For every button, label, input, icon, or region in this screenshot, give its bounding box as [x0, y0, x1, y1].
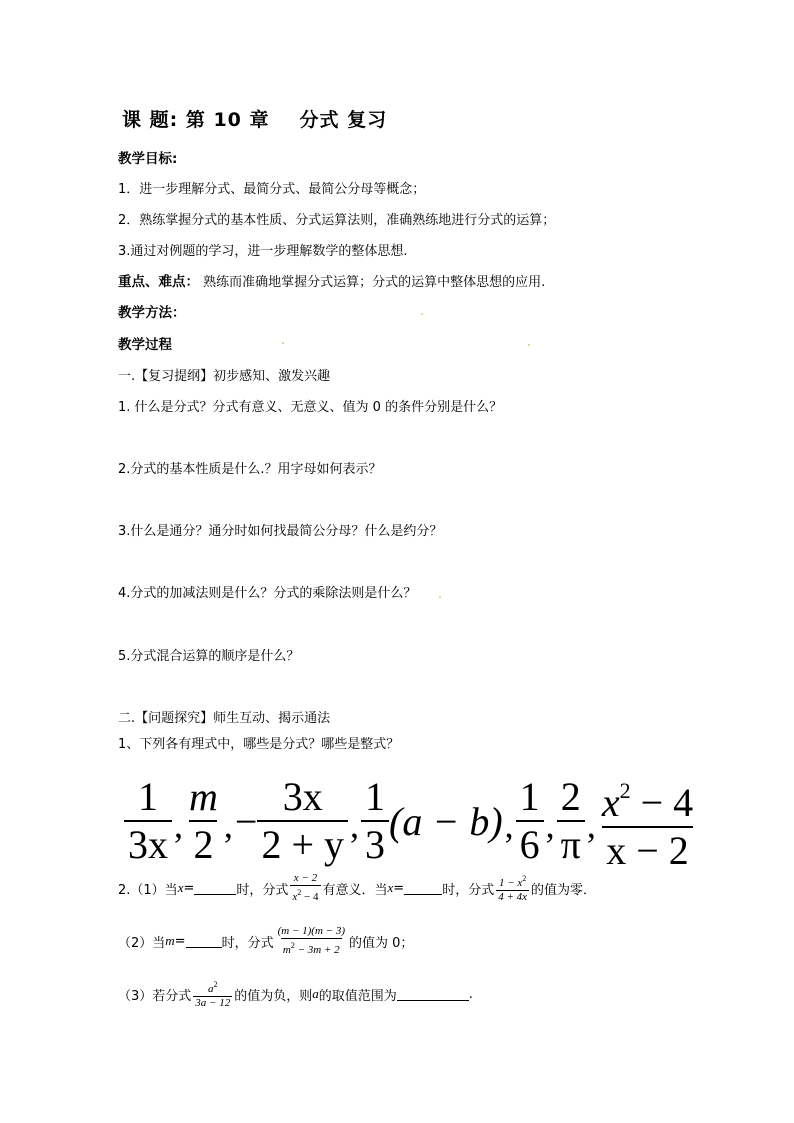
fraction-a2-over-3a-minus-12: $\frac{a^2}{3a - 12}$: [195, 980, 231, 1009]
fraction-x2-minus-4-over-x-minus-2: $\frac{x^2 - 4}{x - 2}$: [601, 778, 694, 873]
rational-expressions: $\frac{1}{3x}$ , $\frac{m}{2}$ , − $\frac{3x}{2 + y}$ , $\frac{1}{3}$ (a − b) , $\frac{1}{6}$ , $\frac{2}{\pi}$ , $\frac{x^2 - 4}{x - 2}$: [124, 768, 697, 874]
review-question: 4.分式的加减法则是什么？分式的乘除法则是什么？: [118, 586, 417, 601]
objective-item: 3.通过对例题的学习，进一步理解数学的整体思想.: [118, 244, 408, 259]
section2-heading: 二.【问题探究】师生互动、揭示通法: [118, 711, 331, 726]
decorative-dot: [439, 596, 441, 598]
decorative-dot: [528, 344, 530, 346]
minus-sign: −: [234, 798, 258, 844]
objective-item: 1．进一步理解分式、最简分式、最简公分母等概念；: [118, 182, 426, 197]
a-minus-b: (a − b): [389, 798, 503, 844]
review-question: 2.分式的基本性质是什么.？用字母如何表示？: [118, 462, 382, 477]
answer-blank[interactable]: [404, 882, 442, 895]
title-prefix: 课 题: 第 10 章: [122, 109, 270, 131]
objectives-heading: 教学目标:: [118, 151, 178, 167]
objective-item: 2．熟练掌握分式的基本性质、分式运算法则，准确熟练地进行分式的运算；: [118, 213, 556, 228]
title-topic: 分式 复习: [299, 109, 388, 131]
fraction-1-over-6: $\frac{1}{6}$: [516, 774, 544, 868]
key-points: [118, 270, 545, 290]
fraction-m-over-2: $\frac{m}{2}$: [189, 774, 218, 867]
fraction-2-over-pi: $\frac{2}{\pi}$: [557, 774, 585, 868]
key-points-text: 熟练而准确地掌握分式运算；分式的运算中整体思想的应用.: [199, 275, 546, 290]
answer-blank[interactable]: [194, 882, 236, 895]
exercise-question-2-part-3: （3）若分式 $\frac{a^2}{3a - 12}$ 的值为负，则 a 的取值范围为 .: [118, 980, 473, 1009]
review-question: 5.分式混合运算的顺序是什么？: [118, 649, 300, 664]
exercise-question-2-part-1: 2.（1）当 x = 时，分式 $\frac{x - 2}{x^2 - 4}$ 有意义．当 x = 时，分式 $\frac{1 - x^2}{4 + 4x}$ 的值为零．: [118, 872, 597, 903]
exercise-question-1: 1、下列各有理式中，哪些是分式？哪些是整式？: [118, 737, 400, 752]
section1-heading: 一.【复习提纲】初步感知、激发兴趣: [118, 369, 331, 384]
fraction-3x-over-2-plus-y: $\frac{3x}{2 + y}$: [257, 774, 348, 868]
fraction-1-minus-x2-over-4-plus-4x: $\frac{1 - x^2}{4 + 4x}$: [498, 874, 528, 903]
decorative-dot: [421, 313, 423, 315]
exercise-question-2-part-2: （2）当 m = 时，分式 $\frac{(m - 1)(m - 3)}{m^2 - 3m + 2}$ 的值为 0；: [118, 925, 414, 956]
key-points-label: 重点、难点：: [118, 274, 199, 290]
methods-label: 教学方法：: [118, 305, 186, 321]
answer-blank[interactable]: [186, 935, 222, 948]
review-question: 1. 什么是分式？分式有意义、无意义、值为 0 的条件分别是什么？: [118, 400, 503, 415]
fraction-m-expression: $\frac{(m - 1)(m - 3)}{m^2 - 3m + 2}$: [277, 925, 345, 956]
fraction-x-minus-2-over-x2-minus-4: $\frac{x - 2}{x^2 - 4}$: [292, 872, 319, 903]
fraction-1-over-3x: $\frac{1}{3x}$: [124, 774, 172, 868]
fraction-1-over-3: $\frac{1}{3}$: [361, 774, 389, 868]
process-label: 教学过程: [118, 337, 172, 353]
answer-blank[interactable]: [397, 988, 469, 1001]
review-question: 3.什么是通分？通分时如何找最简公分母？什么是约分？: [118, 524, 443, 539]
page-title: [122, 105, 387, 132]
decorative-dot: [282, 342, 284, 344]
